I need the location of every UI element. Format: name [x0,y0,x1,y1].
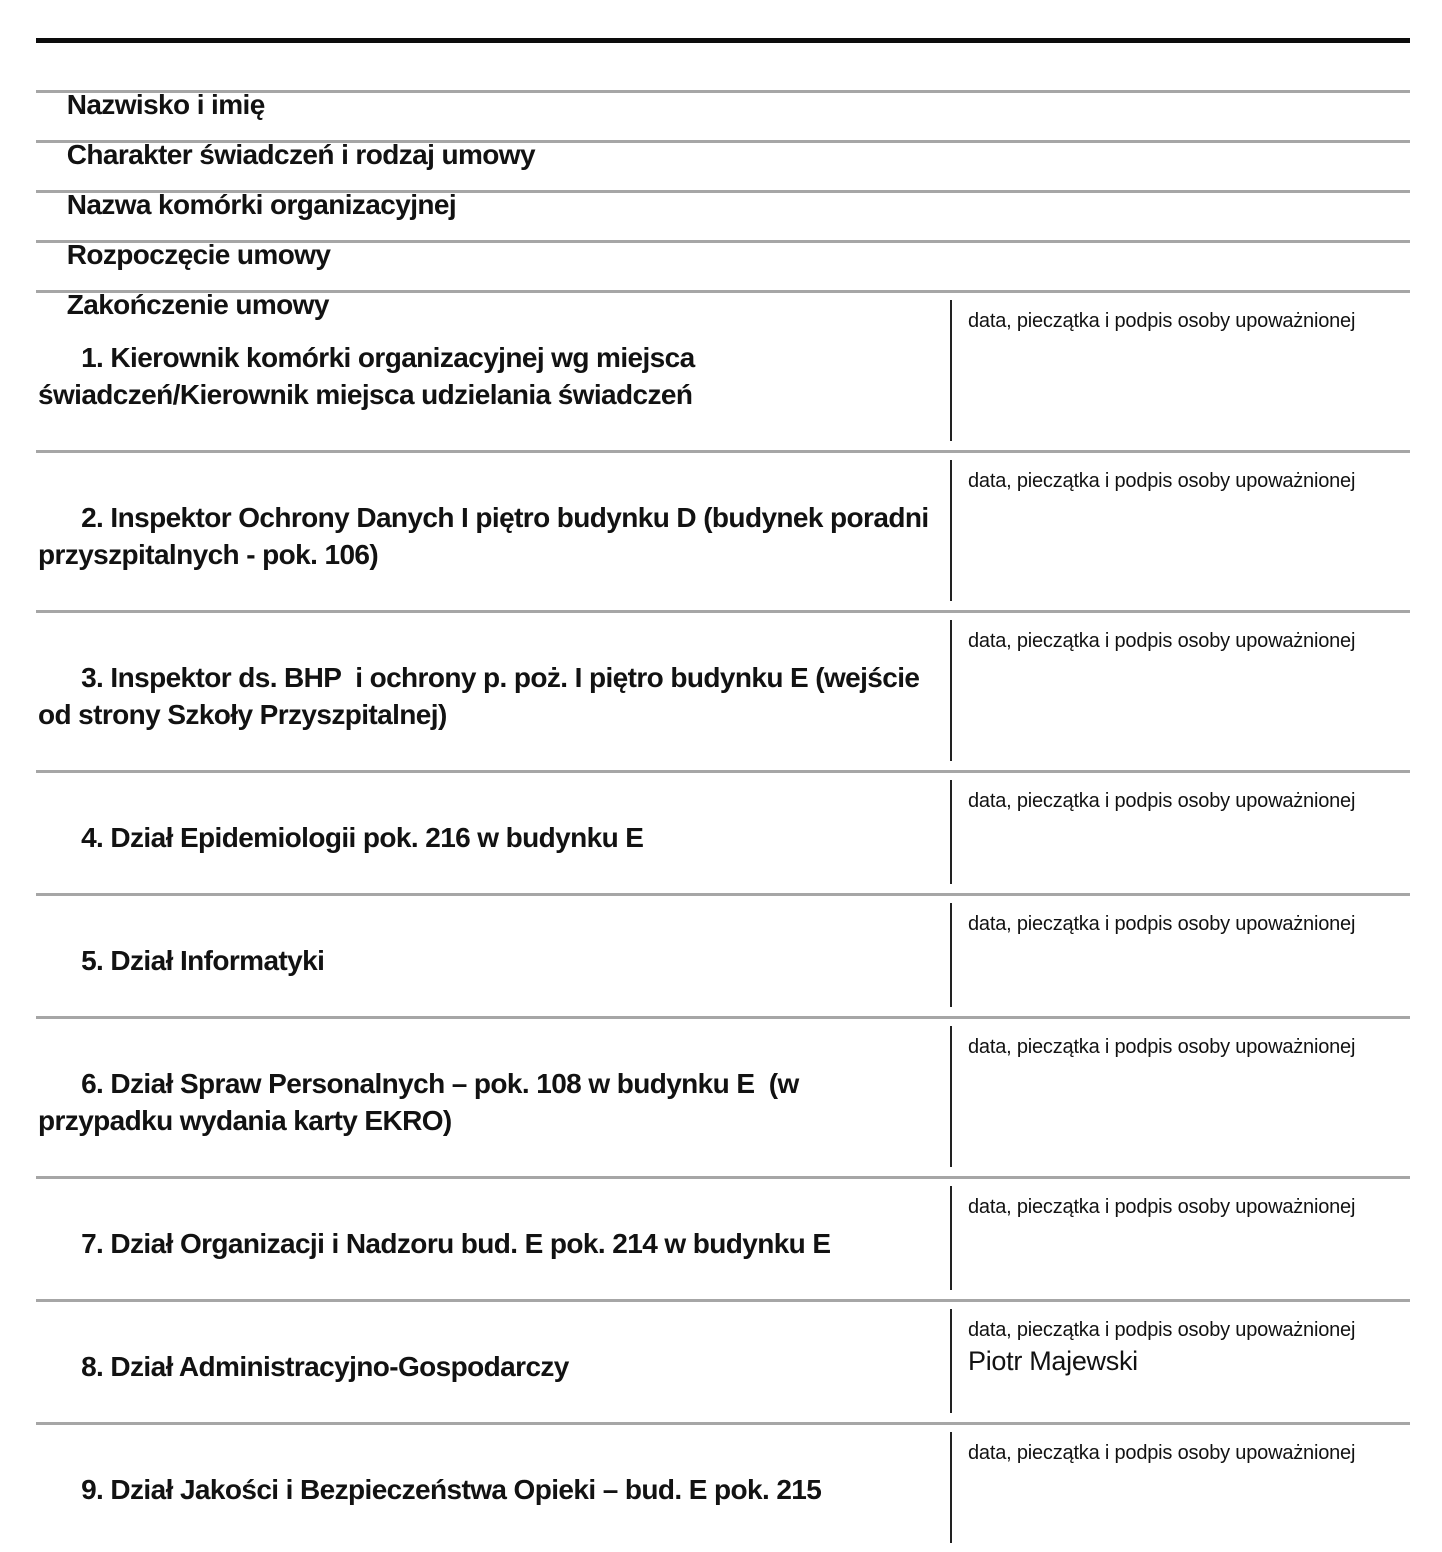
row-label: 6. Dział Spraw Personalnych – pok. 108 w budynku E (w przypadku wydania karty EKRO) [38,1068,806,1136]
table-row [36,1302,1410,1425]
table-row [36,293,1410,453]
table-row [36,453,1410,613]
column-divider [950,460,952,601]
header-field-row [36,43,1410,120]
table-row [36,896,1410,1019]
table-row [36,1019,1410,1179]
header-field-label: Nazwa komórki organizacyjnej [66,189,457,220]
row-label: 2. Inspektor Ochrony Danych I piętro budynku D (budynek poradni przyszpitalnych - pok. 106) [38,502,936,570]
header-field-label: Charakter świadczeń i rodzaj umowy [66,139,535,170]
table-row [36,1179,1410,1302]
row-label: 8. Dział Administracyjno-Gospodarczy [81,1351,569,1382]
signature-caption: data, pieczątka i podpis osoby upoważnionej [968,1442,1356,1464]
signature-name: Piotr Majewski [968,1346,1138,1376]
column-divider [950,620,952,761]
signature-caption: data, pieczątka i podpis osoby upoważnionej [968,470,1356,492]
column-divider [950,780,952,884]
signature-cell [948,293,1410,450]
row-label: 1. Kierownik komórki organizacyjnej wg miejsca świadczeń/Kierownik miejsca udzielania świadczeń [38,342,702,410]
signature-caption: data, pieczątka i podpis osoby upoważnionej [968,1196,1356,1218]
row-label-cell [36,1302,948,1422]
row-label: 5. Dział Informatyki [81,945,325,976]
row-label-cell [36,896,948,1016]
row-label-cell [36,773,948,893]
column-divider [950,300,952,441]
column-divider [950,903,952,1007]
column-divider [950,1432,952,1543]
row-label-cell [36,1425,948,1552]
row-label: 4. Dział Epidemiologii pok. 216 w budynku E [81,822,644,853]
header-field-label: Rozpoczęcie umowy [66,239,331,270]
column-divider [950,1026,952,1167]
signature-caption: data, pieczątka i podpis osoby upoważnionej [968,1319,1356,1341]
row-label: 7. Dział Organizacji i Nadzoru bud. E pok. 214 w budynku E [81,1228,831,1259]
signature-cell [948,1425,1410,1552]
signature-cell [948,1019,1410,1176]
row-label-cell [36,293,948,450]
row-label: 3. Inspektor ds. BHP i ochrony p. poż. I piętro budynku E (wejście od strony Szkoły Przyszpitalnej) [38,662,927,730]
row-label-cell [36,1019,948,1176]
signature-cell [948,1302,1410,1422]
table-row [36,773,1410,896]
signature-cell [948,773,1410,893]
header-field-label: Nazwisko i imię [66,89,265,120]
signature-cell [948,1179,1410,1299]
row-label-cell [36,453,948,610]
signature-cell [948,453,1410,610]
document-page [36,38,1410,1552]
table-row [36,613,1410,773]
table-row [36,1425,1410,1552]
signature-caption: data, pieczątka i podpis osoby upoważnionej [968,310,1356,332]
column-divider [950,1309,952,1413]
row-label-cell [36,613,948,770]
signature-caption: data, pieczątka i podpis osoby upoważnionej [968,913,1356,935]
signature-caption: data, pieczątka i podpis osoby upoważnionej [968,790,1356,812]
header-field-label: Zakończenie umowy [66,289,329,320]
signature-caption: data, pieczątka i podpis osoby upoważnionej [968,630,1356,652]
signature-cell [948,613,1410,770]
row-label: 9. Dział Jakości i Bezpieczeństwa Opieki – bud. E pok. 215 [81,1474,822,1505]
row-label-cell [36,1179,948,1299]
signature-caption: data, pieczątka i podpis osoby upoważnionej [968,1036,1356,1058]
signature-cell [948,896,1410,1016]
column-divider [950,1186,952,1290]
